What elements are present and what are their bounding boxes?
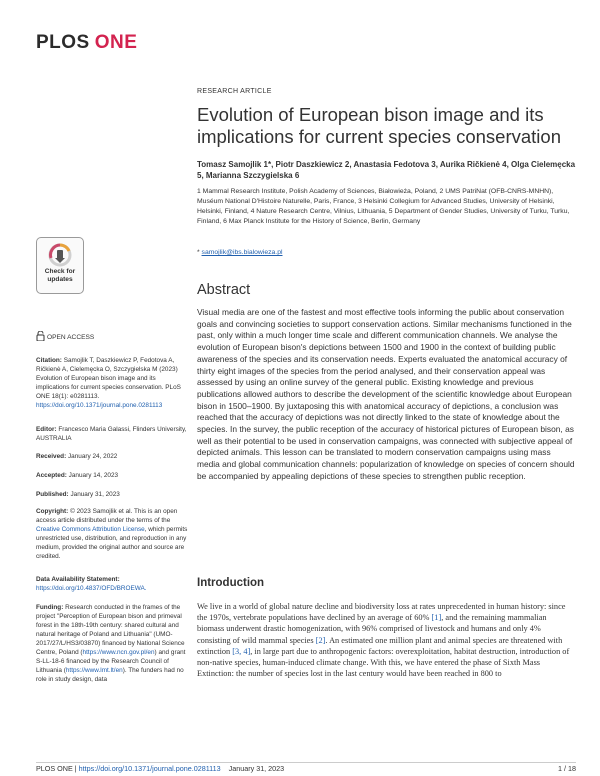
citation-link-1[interactable]: [1] — [431, 613, 442, 623]
intro-text-4: , in large part due to anthropogenic factors: overexploitation, habitat destruction, introduction of non-native species, human-induced climate change. With this, we have entered the phase of Sixth Mass Extinction: the number of species lost in the last century would have been reached in 800 to — [197, 646, 570, 679]
funding-text-3: ). The funders had no role in study design, data — [36, 667, 184, 683]
received-label: Received: — [36, 453, 67, 460]
data-availability-link[interactable]: https://doi.org/10.4837/OFD/BROEWA. — [36, 585, 147, 592]
journal-logo[interactable] — [36, 32, 137, 54]
journal-name-plos: PLOS — [36, 32, 90, 53]
funding-text-1: Research conducted in the frames of the project "Perception of European bison and primeval forest in the 18th-19th century: shared cultural and natural heritage of Poland and Lithuania" (UMO-2017/27/L/HS3/03870) financed by National Science Centre, Poland ( — [36, 604, 185, 656]
citation-link-3[interactable]: [3, 4] — [232, 646, 251, 656]
article-title: Evolution of European bison image and its implications for current species conservation — [197, 104, 561, 147]
check-updates-icon — [48, 243, 72, 267]
published-date: January 31, 2023 — [68, 491, 120, 498]
published-block — [36, 490, 188, 499]
editor-label: Editor: — [36, 426, 57, 433]
received-date: January 24, 2022 — [66, 453, 118, 460]
page-footer — [36, 764, 576, 773]
citation-label: Citation: — [36, 357, 62, 364]
abstract-heading: Abstract — [197, 282, 251, 298]
open-lock-icon — [36, 331, 45, 341]
footer-doi-link[interactable]: https://doi.org/10.1371/journal.pone.0281113 — [78, 764, 221, 773]
email-link[interactable]: samojlik@ibs.bialowieza.pl — [201, 249, 283, 256]
introduction-text — [197, 601, 575, 679]
author-list: Tomasz Samojlik 1*, Piotr Daszkiewicz 2, Anastasia Fedotova 3, Aurika Ričkienė 4, Olga Cielemęcka 5, Marianna Szczygielska 6 — [197, 160, 576, 180]
footer-divider — [36, 762, 576, 763]
footer-separator: | — [72, 764, 79, 773]
page-number: 1 / 18 — [558, 764, 576, 773]
ncn-link[interactable]: https://www.ncn.gov.pl/en — [82, 649, 155, 656]
editor-text: Francesco Maria Galassi, Flinders University, AUSTRALIA — [36, 426, 187, 442]
copyright-text: © 2023 Samojlik et al. This is an open access article distributed under the terms of the — [36, 508, 178, 524]
license-link[interactable]: Creative Commons Attribution License — [36, 526, 145, 533]
accepted-label: Accepted: — [36, 472, 67, 479]
introduction-heading: Introduction — [197, 577, 265, 589]
accepted-date: January 14, 2023 — [66, 472, 119, 479]
email-prefix: * — [197, 249, 202, 256]
funding-block — [36, 603, 188, 684]
corresponding-email — [197, 249, 283, 256]
received-block — [36, 452, 188, 461]
intro-text-2: , and the remaining mammalian biomass underwent drastic homogenization, with 96% comprised of livestock and humans and only 4% consisting of wild mammal species — [197, 613, 547, 645]
citation-doi-link[interactable]: https://doi.org/10.1371/journal.pone.0281113 — [36, 402, 163, 409]
funding-label: Funding: — [36, 604, 64, 611]
data-availability-label: Data Availability Statement: — [36, 576, 120, 583]
badge-label: Check for updates — [44, 268, 76, 283]
published-label: Published: — [36, 491, 69, 498]
intro-text-3: . An estimated one million plant and animal species are threatened with extinction — [197, 635, 563, 656]
funding-text-2: ) and grant S-LL-18-6 financed by the Research Council of Lithuania ( — [36, 649, 186, 674]
footer-date: January 31, 2023 — [228, 764, 285, 773]
citation-link-2[interactable]: [2] — [315, 635, 326, 645]
affiliations: 1 Mammal Research Institute, Polish Academy of Sciences, Białowieża, Poland, 2 UMS PatriNat (OFB-CNRS-MNHN), Muséum National D'Histoire Naturelle, Paris, France, 3 Helsinki Collegium for Advanced Studies, University of Helsinki, Helsinki, Finland, 4 Nature Research Centre, Vilnius, Lithuania, 5 Department of Gender Studies, University of Turku, Turku, Finland, 6 Max Planck Institute for the History of Science, Berlin, Germany — [197, 188, 570, 225]
copyright-text-end: , which permits unrestricted use, distribution, and reproduction in any medium, provided the original author and source are credited. — [36, 526, 188, 560]
check-for-updates-badge[interactable] — [36, 237, 84, 294]
lmt-link[interactable]: https://www.lmt.lt/en — [65, 667, 123, 674]
article-type: RESEARCH ARTICLE — [197, 88, 272, 95]
abstract-text: Visual media are one of the fastest and most effective tools informing the public about conservation goals and convincing societies to support conservation actions. Similar mechanisms functioned in the past, only within a much longer time scale and different communication channels. We analyse the evolution of European bison's depictions between 1500 and 1900 in the context of building public awareness of the species and its conservation needs. Experts evaluated the anatomical accuracy of thirty eight images of the species from the period analysed, and their conservation appeal was assessed by using an online survey of the general public. Existing knowledge and previous publications allowed authors to describe the development of the scientific knowledge about European bison in 1500–1900. By juxtaposing this with anatomical accuracy of depictions, a conclusion was reached that the accuracy of depictions was not directly linked to the state of knowledge about the species. In the survey, the public reception of the accuracy of historical pictures of European bison, as well as their potential to be used in conservation campaigns, was connected with subjective appeal of depicted animals. This lesson can be translated to modern conservation campaigns using mass media and global communication channels: popularization of knowledge on species of concern should be accompanied by appealing depictions of these species to strengthen public reception. — [197, 307, 575, 481]
copyright-label: Copyright: — [36, 508, 69, 515]
open-access-label: OPEN ACCESS — [47, 334, 95, 341]
citation-block — [36, 356, 188, 410]
journal-name-one: ONE — [94, 32, 138, 53]
intro-text-1: We live in a world of global nature decline and biodiversity loss at rates unprecedented in human history: since the 1970s, vertebrate populations have declined by an average of 60% — [197, 602, 566, 623]
accepted-block — [36, 471, 188, 480]
editor-block — [36, 425, 188, 443]
data-availability-block — [36, 575, 188, 593]
citation-text: Samojlik T, Daszkiewicz P, Fedotova A, Ričkienė A, Cielemęcka O, Szczygielska M (2023) Evolution of European bison image and its implications for current species conservation. PLoS ONE 18(1): e0281113. — [36, 357, 181, 400]
copyright-block — [36, 507, 188, 561]
footer-journal: PLOS ONE — [36, 764, 73, 773]
